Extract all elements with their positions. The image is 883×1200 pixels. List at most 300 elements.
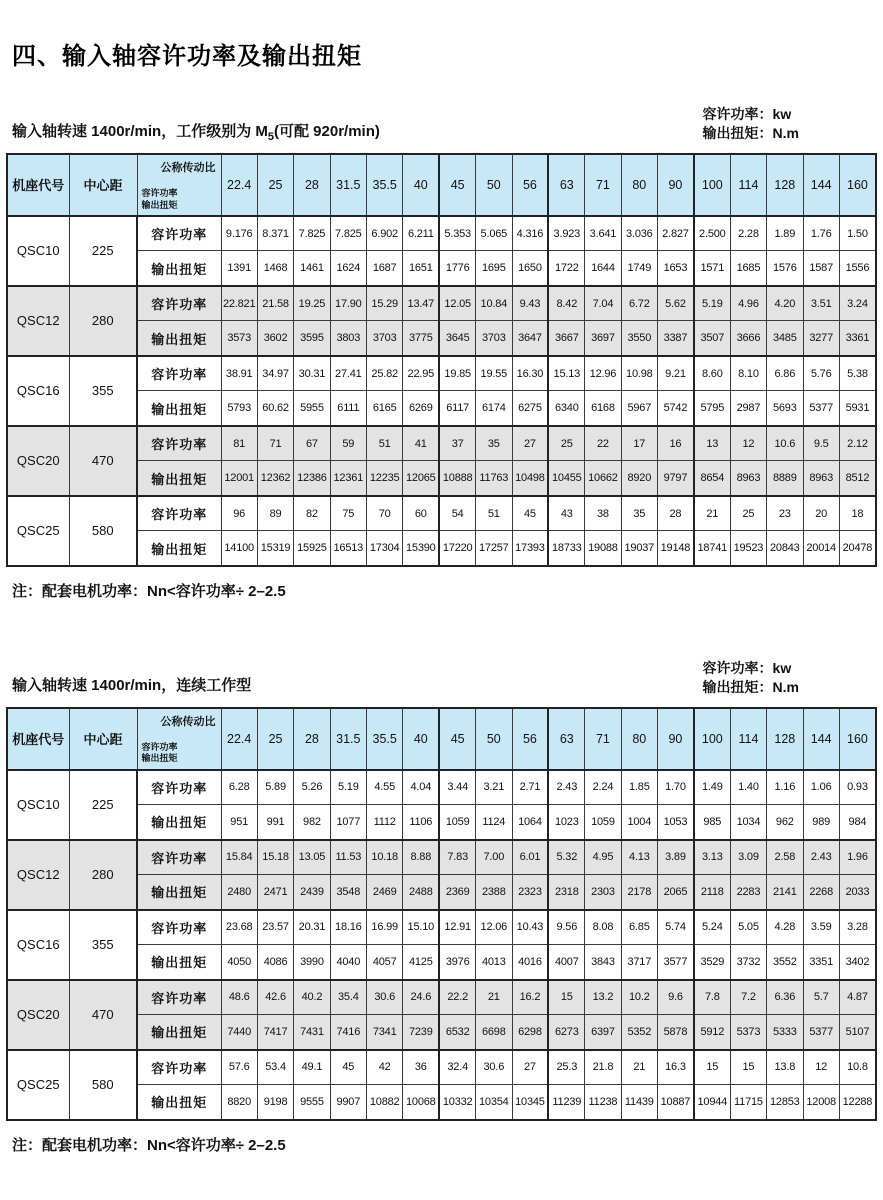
torque-value-cell: 6532 <box>439 1015 475 1050</box>
ratio-diagonal-header <box>137 708 221 770</box>
power-value-cell: 6.211 <box>403 216 439 251</box>
torque-value-cell: 5878 <box>658 1015 694 1050</box>
power-value-cell: 10.6 <box>767 426 803 461</box>
torque-value-cell: 12065 <box>403 461 439 496</box>
power-value-cell: 60 <box>403 496 439 531</box>
ratio-header-cell: 114 <box>730 708 766 770</box>
torque-value-cell: 9907 <box>330 1085 366 1120</box>
torque-value-cell: 19523 <box>730 531 766 566</box>
power-row <box>7 980 876 1015</box>
section-2-subtitle <box>12 674 251 697</box>
power-value-cell: 2.12 <box>839 426 876 461</box>
power-value-cell: 3.28 <box>839 910 876 945</box>
torque-value-cell: 2178 <box>621 875 657 910</box>
power-value-cell: 0.93 <box>839 770 876 805</box>
torque-value-cell: 5107 <box>839 1015 876 1050</box>
frame-code-header: 机座代号 <box>7 154 69 216</box>
torque-value-cell: 12386 <box>294 461 330 496</box>
power-value-cell: 3.13 <box>694 840 730 875</box>
power-value-cell: 7.825 <box>330 216 366 251</box>
torque-value-cell: 8820 <box>221 1085 257 1120</box>
subtitle-text: 输入轴转速 1400r/min，工作级别为 M <box>12 122 268 140</box>
power-row <box>7 840 876 875</box>
torque-value-cell: 7416 <box>330 1015 366 1050</box>
torque-value-cell: 3667 <box>548 321 584 356</box>
torque-value-cell: 11238 <box>585 1085 621 1120</box>
power-value-cell: 5.89 <box>257 770 293 805</box>
torque-value-cell: 3703 <box>367 321 403 356</box>
torque-value-cell: 5967 <box>621 391 657 426</box>
power-value-cell: 5.19 <box>694 286 730 321</box>
torque-value-cell: 17393 <box>512 531 548 566</box>
torque-value-cell: 3387 <box>658 321 694 356</box>
ratio-header-cell: 63 <box>548 708 584 770</box>
torque-value-cell: 4040 <box>330 945 366 980</box>
torque-value-cell: 11239 <box>548 1085 584 1120</box>
section-1-head <box>6 105 877 143</box>
torque-value-cell: 1587 <box>803 251 839 286</box>
power-value-cell: 13.8 <box>767 1050 803 1085</box>
power-value-cell: 12.96 <box>585 356 621 391</box>
torque-value-cell: 3703 <box>476 321 512 356</box>
torque-value-cell: 6397 <box>585 1015 621 1050</box>
power-value-cell: 5.38 <box>839 356 876 391</box>
torque-value-cell: 5377 <box>803 1015 839 1050</box>
power-value-cell: 5.065 <box>476 216 512 251</box>
torque-value-cell: 1556 <box>839 251 876 286</box>
torque-value-cell: 4050 <box>221 945 257 980</box>
ratio-header-cell: 90 <box>658 154 694 216</box>
ratio-header-cell: 35.5 <box>367 154 403 216</box>
center-distance-cell: 355 <box>69 356 137 426</box>
torque-row <box>7 531 876 566</box>
torque-value-cell: 10882 <box>367 1085 403 1120</box>
power-value-cell: 25.3 <box>548 1050 584 1085</box>
torque-value-cell: 12853 <box>767 1085 803 1120</box>
torque-value-cell: 8654 <box>694 461 730 496</box>
power-row <box>7 216 876 251</box>
center-distance-cell: 470 <box>69 426 137 496</box>
torque-value-cell: 6269 <box>403 391 439 426</box>
center-distance-cell: 470 <box>69 980 137 1050</box>
power-value-cell: 25 <box>730 496 766 531</box>
power-value-cell: 1.16 <box>767 770 803 805</box>
torque-value-cell: 1059 <box>439 805 475 840</box>
power-value-cell: 2.43 <box>803 840 839 875</box>
ratio-header-cell: 35.5 <box>367 708 403 770</box>
power-value-cell: 15 <box>730 1050 766 1085</box>
torque-value-cell: 6168 <box>585 391 621 426</box>
ratio-header-cell: 56 <box>512 708 548 770</box>
power-value-cell: 57.6 <box>221 1050 257 1085</box>
torque-value-cell: 10354 <box>476 1085 512 1120</box>
torque-value-cell: 1112 <box>367 805 403 840</box>
spec-table-2-host <box>6 707 877 1121</box>
torque-value-cell: 5793 <box>221 391 257 426</box>
torque-row <box>7 251 876 286</box>
torque-value-cell: 12362 <box>257 461 293 496</box>
power-value-cell: 35 <box>476 426 512 461</box>
power-value-cell: 89 <box>257 496 293 531</box>
torque-value-cell: 1468 <box>257 251 293 286</box>
torque-value-cell: 7440 <box>221 1015 257 1050</box>
torque-value-cell: 10332 <box>439 1085 475 1120</box>
power-value-cell: 2.43 <box>548 770 584 805</box>
power-value-cell: 9.56 <box>548 910 584 945</box>
power-value-cell: 30.6 <box>367 980 403 1015</box>
section-2-note: 注：配套电机功率：Nn<容许功率÷ 2–2.5 <box>12 1136 286 1154</box>
torque-value-cell: 7431 <box>294 1015 330 1050</box>
ratio-header-cell: 56 <box>512 154 548 216</box>
power-value-cell: 16.2 <box>512 980 548 1015</box>
torque-value-cell: 15925 <box>294 531 330 566</box>
power-row-label: 容许功率 <box>137 356 221 391</box>
power-value-cell: 9.43 <box>512 286 548 321</box>
torque-value-cell: 10887 <box>658 1085 694 1120</box>
power-value-cell: 49.1 <box>294 1050 330 1085</box>
torque-row <box>7 945 876 980</box>
torque-value-cell: 1571 <box>694 251 730 286</box>
power-value-cell: 15.10 <box>403 910 439 945</box>
spec-table <box>6 707 877 1121</box>
power-value-cell: 27.41 <box>330 356 366 391</box>
torque-value-cell: 951 <box>221 805 257 840</box>
power-value-cell: 43 <box>548 496 584 531</box>
torque-value-cell: 19148 <box>658 531 694 566</box>
torque-value-cell: 12361 <box>330 461 366 496</box>
torque-value-cell: 3485 <box>767 321 803 356</box>
power-row-label: 容许功率 <box>137 840 221 875</box>
unit-torque-label: 输出扭矩：N.m <box>702 678 799 695</box>
power-value-cell: 3.59 <box>803 910 839 945</box>
power-value-cell: 82 <box>294 496 330 531</box>
torque-value-cell: 6275 <box>512 391 548 426</box>
ratio-header-cell: 45 <box>439 154 475 216</box>
power-value-cell: 13.47 <box>403 286 439 321</box>
torque-value-cell: 10068 <box>403 1085 439 1120</box>
torque-value-cell: 4013 <box>476 945 512 980</box>
power-value-cell: 3.923 <box>548 216 584 251</box>
power-value-cell: 2.28 <box>730 216 766 251</box>
torque-value-cell: 1776 <box>439 251 475 286</box>
power-value-cell: 17.90 <box>330 286 366 321</box>
ratio-header-cell: 40 <box>403 708 439 770</box>
torque-value-cell: 6698 <box>476 1015 512 1050</box>
ratio-header-cell: 45 <box>439 708 475 770</box>
power-value-cell: 37 <box>439 426 475 461</box>
torque-value-cell: 2065 <box>658 875 694 910</box>
ratio-header-cell: 22.4 <box>221 708 257 770</box>
torque-value-cell: 5373 <box>730 1015 766 1050</box>
torque-row-label: 输出扭矩 <box>137 1085 221 1120</box>
torque-value-cell: 9797 <box>658 461 694 496</box>
center-distance-cell: 580 <box>69 496 137 566</box>
torque-value-cell: 1722 <box>548 251 584 286</box>
power-value-cell: 22.821 <box>221 286 257 321</box>
power-value-cell: 2.500 <box>694 216 730 251</box>
power-value-cell: 5.76 <box>803 356 839 391</box>
torque-row-label: 输出扭矩 <box>137 531 221 566</box>
table-header-row <box>7 708 876 770</box>
frame-code-cell: QSC20 <box>7 426 69 496</box>
torque-value-cell: 20014 <box>803 531 839 566</box>
power-value-cell: 30.31 <box>294 356 330 391</box>
frame-code-cell: QSC16 <box>7 356 69 426</box>
ratio-header-cell: 40 <box>403 154 439 216</box>
power-value-cell: 12 <box>730 426 766 461</box>
torque-value-cell: 2318 <box>548 875 584 910</box>
torque-value-cell: 8889 <box>767 461 803 496</box>
power-value-cell: 12 <box>803 1050 839 1085</box>
torque-value-cell: 1034 <box>730 805 766 840</box>
torque-value-cell: 12001 <box>221 461 257 496</box>
torque-value-cell: 1106 <box>403 805 439 840</box>
subtitle-text-post: (可配 920r/min) <box>274 122 380 140</box>
ratio-header-cell: 160 <box>839 708 876 770</box>
power-value-cell: 1.85 <box>621 770 657 805</box>
torque-value-cell: 5352 <box>621 1015 657 1050</box>
power-value-cell: 27 <box>512 426 548 461</box>
torque-value-cell: 11763 <box>476 461 512 496</box>
power-value-cell: 21 <box>694 496 730 531</box>
power-row <box>7 426 876 461</box>
ratio-header-cell: 80 <box>621 154 657 216</box>
power-row-label: 容许功率 <box>137 216 221 251</box>
torque-value-cell: 5795 <box>694 391 730 426</box>
torque-row-label: 输出扭矩 <box>137 391 221 426</box>
torque-value-cell: 3717 <box>621 945 657 980</box>
power-value-cell: 1.89 <box>767 216 803 251</box>
torque-value-cell: 2369 <box>439 875 475 910</box>
torque-value-cell: 2141 <box>767 875 803 910</box>
torque-value-cell: 991 <box>257 805 293 840</box>
torque-value-cell: 7341 <box>367 1015 403 1050</box>
torque-value-cell: 3573 <box>221 321 257 356</box>
torque-value-cell: 1749 <box>621 251 657 286</box>
power-value-cell: 5.19 <box>330 770 366 805</box>
torque-value-cell: 20478 <box>839 531 876 566</box>
power-value-cell: 34.97 <box>257 356 293 391</box>
power-row <box>7 356 876 391</box>
torque-value-cell: 1461 <box>294 251 330 286</box>
torque-value-cell: 2471 <box>257 875 293 910</box>
power-row-label: 容许功率 <box>137 426 221 461</box>
power-value-cell: 23.68 <box>221 910 257 945</box>
frame-code-cell: QSC20 <box>7 980 69 1050</box>
ratio-header-cell: 100 <box>694 154 730 216</box>
torque-value-cell: 17304 <box>367 531 403 566</box>
torque-value-cell: 2268 <box>803 875 839 910</box>
power-value-cell: 20.31 <box>294 910 330 945</box>
power-value-cell: 4.55 <box>367 770 403 805</box>
torque-value-cell: 3550 <box>621 321 657 356</box>
torque-value-cell: 2303 <box>585 875 621 910</box>
frame-code-header: 机座代号 <box>7 708 69 770</box>
power-value-cell: 35.4 <box>330 980 366 1015</box>
torque-value-cell: 3843 <box>585 945 621 980</box>
torque-value-cell: 7417 <box>257 1015 293 1050</box>
torque-value-cell: 2469 <box>367 875 403 910</box>
torque-value-cell: 2118 <box>694 875 730 910</box>
torque-row-label: 输出扭矩 <box>137 805 221 840</box>
torque-value-cell: 10662 <box>585 461 621 496</box>
frame-code-cell: QSC12 <box>7 286 69 356</box>
table-header-row <box>7 154 876 216</box>
power-row <box>7 770 876 805</box>
torque-value-cell: 1651 <box>403 251 439 286</box>
power-row-label: 容许功率 <box>137 910 221 945</box>
torque-value-cell: 60.62 <box>257 391 293 426</box>
power-row <box>7 910 876 945</box>
power-value-cell: 9.6 <box>658 980 694 1015</box>
torque-value-cell: 962 <box>767 805 803 840</box>
torque-value-cell: 11439 <box>621 1085 657 1120</box>
ratio-header-cell: 31.5 <box>330 708 366 770</box>
ratio-header-cell: 28 <box>294 154 330 216</box>
section-gap <box>6 601 877 659</box>
power-value-cell: 1.49 <box>694 770 730 805</box>
ratio-header-cell: 22.4 <box>221 154 257 216</box>
torque-value-cell: 18733 <box>548 531 584 566</box>
torque-value-cell: 18741 <box>694 531 730 566</box>
power-value-cell: 45 <box>512 496 548 531</box>
torque-row <box>7 875 876 910</box>
power-value-cell: 48.6 <box>221 980 257 1015</box>
power-value-cell: 15 <box>694 1050 730 1085</box>
torque-value-cell: 982 <box>294 805 330 840</box>
power-value-cell: 38 <box>585 496 621 531</box>
torque-value-cell: 3647 <box>512 321 548 356</box>
ratio-header-cell: 80 <box>621 708 657 770</box>
power-value-cell: 11.53 <box>330 840 366 875</box>
power-value-cell: 67 <box>294 426 330 461</box>
torque-value-cell: 3507 <box>694 321 730 356</box>
torque-value-cell: 3976 <box>439 945 475 980</box>
power-value-cell: 54 <box>439 496 475 531</box>
power-value-cell: 81 <box>221 426 257 461</box>
torque-value-cell: 1653 <box>658 251 694 286</box>
center-distance-cell: 580 <box>69 1050 137 1120</box>
power-value-cell: 32.4 <box>439 1050 475 1085</box>
power-value-cell: 7.8 <box>694 980 730 1015</box>
power-value-cell: 10.8 <box>839 1050 876 1085</box>
torque-value-cell: 1576 <box>767 251 803 286</box>
torque-value-cell: 1004 <box>621 805 657 840</box>
center-distance-cell: 225 <box>69 770 137 840</box>
torque-value-cell: 19088 <box>585 531 621 566</box>
power-value-cell: 23 <box>767 496 803 531</box>
torque-value-cell: 9555 <box>294 1085 330 1120</box>
power-value-cell: 1.06 <box>803 770 839 805</box>
ratio-header-cell: 144 <box>803 708 839 770</box>
frame-code-cell: QSC12 <box>7 840 69 910</box>
power-value-cell: 22.95 <box>403 356 439 391</box>
power-value-cell: 1.70 <box>658 770 694 805</box>
torque-value-cell: 6165 <box>367 391 403 426</box>
power-value-cell: 10.98 <box>621 356 657 391</box>
subtitle-subscript: 5 <box>267 130 274 143</box>
section-1-units <box>703 105 799 143</box>
power-value-cell: 5.05 <box>730 910 766 945</box>
diag-torque-label: 输出扭矩 <box>141 753 178 764</box>
torque-value-cell: 2033 <box>839 875 876 910</box>
power-value-cell: 7.825 <box>294 216 330 251</box>
torque-value-cell: 3697 <box>585 321 621 356</box>
unit-power-label: 容许功率：kw <box>702 106 792 122</box>
torque-value-cell: 1695 <box>476 251 512 286</box>
torque-value-cell: 3277 <box>803 321 839 356</box>
torque-value-cell: 3552 <box>767 945 803 980</box>
torque-value-cell: 8963 <box>730 461 766 496</box>
power-value-cell: 20 <box>803 496 839 531</box>
spec-table <box>6 153 877 567</box>
power-value-cell: 15.84 <box>221 840 257 875</box>
torque-value-cell: 4057 <box>367 945 403 980</box>
power-value-cell: 8.371 <box>257 216 293 251</box>
torque-value-cell: 14100 <box>221 531 257 566</box>
power-value-cell: 4.316 <box>512 216 548 251</box>
torque-value-cell: 3529 <box>694 945 730 980</box>
power-value-cell: 8.10 <box>730 356 766 391</box>
torque-value-cell: 989 <box>803 805 839 840</box>
power-value-cell: 6.72 <box>621 286 657 321</box>
power-value-cell: 6.36 <box>767 980 803 1015</box>
power-row-label: 容许功率 <box>137 770 221 805</box>
power-value-cell: 2.58 <box>767 840 803 875</box>
power-value-cell: 15.13 <box>548 356 584 391</box>
torque-value-cell: 9198 <box>257 1085 293 1120</box>
torque-value-cell: 12288 <box>839 1085 876 1120</box>
power-value-cell: 9.21 <box>658 356 694 391</box>
frame-code-cell: QSC10 <box>7 216 69 286</box>
power-value-cell: 15 <box>548 980 584 1015</box>
unit-power-label: 容许功率：kw <box>702 659 792 676</box>
power-value-cell: 6.28 <box>221 770 257 805</box>
diag-torque-label: 输出扭矩 <box>141 199 178 210</box>
ratio-header-cell: 114 <box>730 154 766 216</box>
torque-value-cell: 1624 <box>330 251 366 286</box>
power-value-cell: 2.24 <box>585 770 621 805</box>
torque-value-cell: 10888 <box>439 461 475 496</box>
power-value-cell: 13 <box>694 426 730 461</box>
torque-value-cell: 6117 <box>439 391 475 426</box>
torque-row <box>7 391 876 426</box>
center-distance-cell: 355 <box>69 910 137 980</box>
ratio-header-cell: 31.5 <box>330 154 366 216</box>
torque-value-cell: 8512 <box>839 461 876 496</box>
power-value-cell: 8.60 <box>694 356 730 391</box>
power-value-cell: 3.641 <box>585 216 621 251</box>
torque-value-cell: 3990 <box>294 945 330 980</box>
torque-value-cell: 5955 <box>294 391 330 426</box>
power-value-cell: 17 <box>621 426 657 461</box>
power-value-cell: 3.21 <box>476 770 512 805</box>
center-distance-cell: 280 <box>69 286 137 356</box>
power-value-cell: 59 <box>330 426 366 461</box>
power-value-cell: 70 <box>367 496 403 531</box>
diag-ratio-label: 公称传动比 <box>160 161 216 174</box>
power-value-cell: 71 <box>257 426 293 461</box>
power-value-cell: 53.4 <box>257 1050 293 1085</box>
section-2-units <box>703 659 799 697</box>
torque-value-cell: 3402 <box>839 945 876 980</box>
power-value-cell: 45 <box>330 1050 366 1085</box>
torque-value-cell: 1064 <box>512 805 548 840</box>
power-value-cell: 7.00 <box>476 840 512 875</box>
torque-value-cell: 4007 <box>548 945 584 980</box>
torque-row-label: 输出扭矩 <box>137 1015 221 1050</box>
torque-row-label: 输出扭矩 <box>137 875 221 910</box>
